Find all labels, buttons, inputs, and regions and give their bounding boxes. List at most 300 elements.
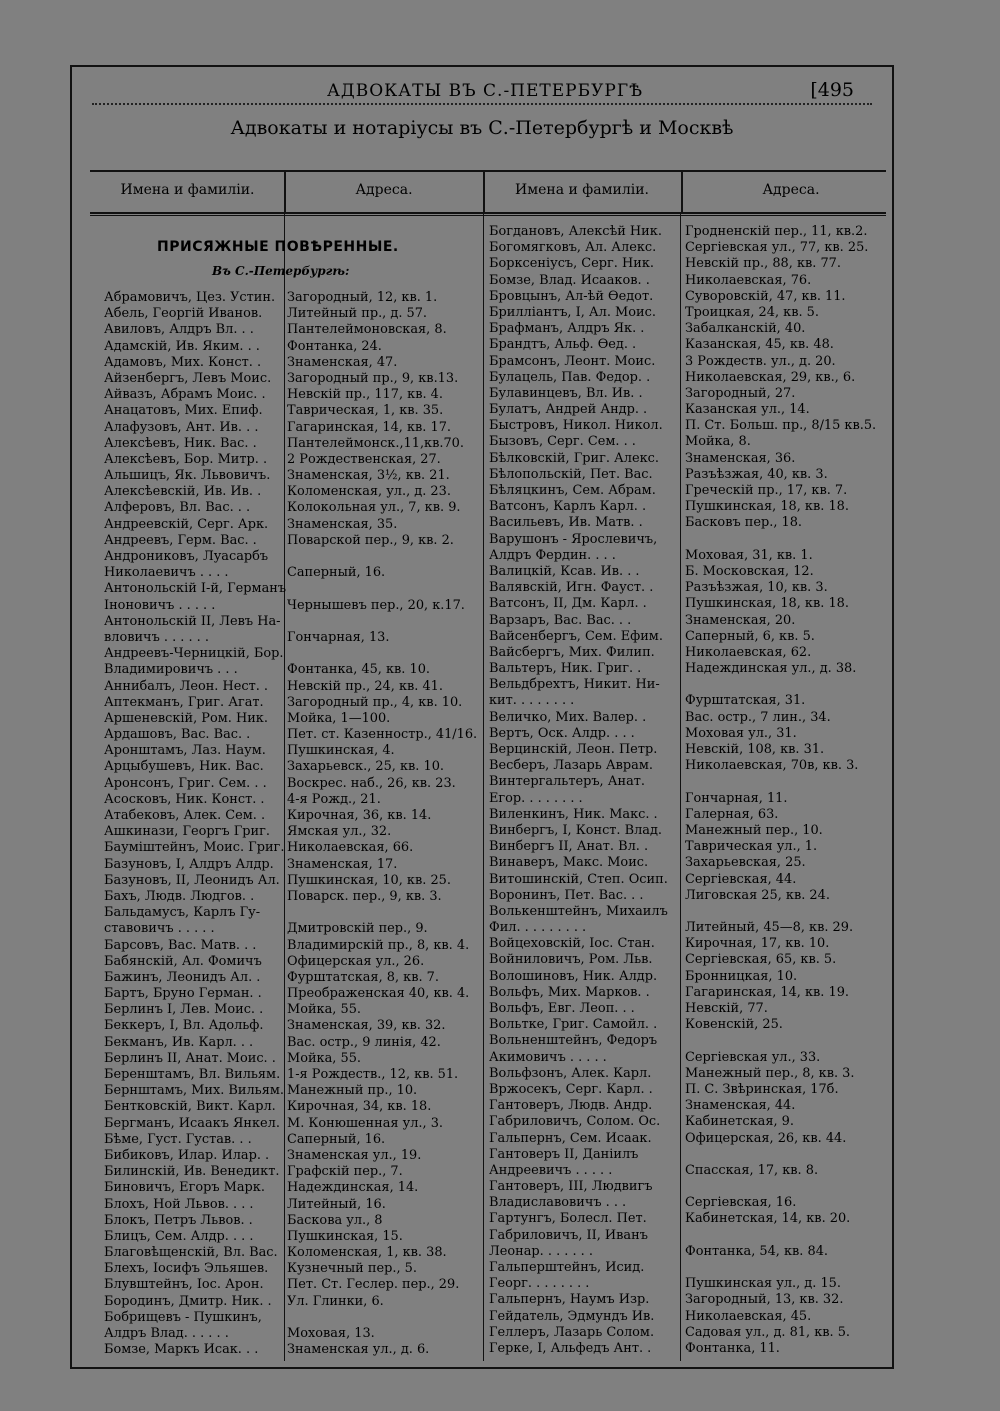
entry-name: Булатъ, Андрей Андр. . [489, 402, 648, 418]
entry-address: Мойка, 1—100. [287, 710, 391, 726]
entry-name: Гальпернъ, Наумъ Изр. [489, 1292, 650, 1308]
entry-address: Знаменская, 3½, кв. 21. [287, 468, 450, 484]
entry-name: Владиславовичъ . . . [489, 1195, 627, 1211]
entry-name: Ардашовъ, Вас. Вас. . [104, 727, 251, 743]
entry-address: П. Ст. Больш. пр., 8/15 кв.5. [685, 418, 877, 434]
entry-address: Троицкая, 24, кв. 5. [685, 304, 819, 320]
directory-entry [104, 581, 484, 597]
entry-name: Брандтъ, Альф. Ѳед. . [489, 337, 637, 353]
entry-name: Вайсбергъ, Мих. Филип. [489, 644, 655, 660]
entry-name: Бородинъ, Дмитр. Ник. . [104, 1293, 272, 1309]
directory-entry [489, 791, 889, 807]
entry-name: Антонольскій I-й, Германъ [104, 581, 287, 597]
directory-entry [489, 758, 889, 774]
entry-name: Блокъ, Петръ Львов. . [104, 1212, 253, 1228]
entry-name: вловичъ . . . . . . [104, 629, 209, 645]
left-entries [104, 290, 484, 1358]
entry-address: Разъѣзжая, 40, кв. 3. [685, 466, 828, 482]
directory-entry [489, 305, 889, 321]
entry-address: Гончарная, 11. [685, 790, 788, 806]
directory-entry [489, 467, 889, 483]
entry-address: Знаменская, 20. [685, 612, 796, 628]
entry-name: Вржосекъ, Серг. Карл. . [489, 1081, 653, 1097]
entry-address: Знаменская ул., 19. [287, 1147, 422, 1163]
col-head-addr-1: Адреса. [355, 182, 413, 198]
entry-name: Гальпернъ, Сем. Исаак. [489, 1130, 652, 1146]
entry-name: Богдановъ, Алексѣй Ник. [489, 224, 662, 239]
directory-entry [104, 792, 484, 808]
entry-address: Б. Московская, 12. [685, 563, 814, 579]
entry-name: Бергманъ, Исаакъ Янкел. [104, 1115, 280, 1131]
entry-name: Весберъ, Лазарь Аврам. [489, 758, 653, 774]
entry-name: Андреевъ-Черницкій, Бор. [104, 646, 284, 662]
entry-name: Абрамовичъ, Цез. Устин. [104, 290, 276, 305]
entry-name: Верцинскій, Леон. Петр. [489, 742, 658, 757]
directory-entry [489, 1276, 889, 1292]
entry-name: Гантоверъ II, Даніилъ [489, 1146, 639, 1162]
entry-address: Коломенская, ул., д. 23. [287, 484, 451, 500]
directory-entry [489, 240, 889, 256]
entry-address: Николаевская, 76. [685, 272, 812, 288]
directory-entry [489, 693, 889, 709]
directory-entry [489, 499, 889, 515]
running-title: АДВОКАТЫ ВЪ С.-ПЕТЕРБУРГѢ [327, 81, 644, 101]
directory-entry [489, 904, 889, 920]
directory-entry [104, 290, 484, 306]
directory-entry [489, 434, 889, 450]
section-title: ПРИСЯЖНЫЕ ПОВѢРЕННЫЕ. [157, 239, 399, 255]
directory-entry [489, 1244, 889, 1260]
entry-address: Кабинетская, 14, кв. 20. [685, 1211, 851, 1227]
col-head-name-2: Имена и фамиліи. [515, 182, 649, 198]
directory-entry [104, 1018, 484, 1034]
entry-address: Моховая, 31, кв. 1. [685, 547, 813, 563]
directory-entry [104, 857, 484, 873]
entry-address: 1-я Рождеств., 12, кв. 51. [287, 1067, 459, 1082]
directory-entry [489, 386, 889, 402]
entry-name: Волькенштейнъ, Михаилъ [489, 903, 668, 919]
directory-entry [489, 289, 889, 305]
entry-address: Пантелеймоновская, 8. [287, 322, 447, 338]
directory-entry [104, 468, 484, 484]
entry-name: Брамсонъ, Леонт. Моис. [489, 353, 656, 369]
entry-name: Васильевъ, Ив. Матв. . [489, 515, 643, 531]
entry-name: Алексѣевъ, Ник. Вас. . [104, 435, 257, 451]
directory-entry [104, 1164, 484, 1180]
directory-entry [104, 1132, 484, 1148]
directory-entry [104, 905, 484, 921]
entry-address: Поварск. пер., 9, кв. 3. [287, 888, 442, 904]
entry-name: Блехъ, Іосифъ Эльяшев. [104, 1261, 269, 1277]
entry-address: Воскрес. наб., 26, кв. 23. [287, 775, 456, 791]
entry-name: Айзенбергъ, Левъ Моис. [104, 370, 272, 386]
entry-name: Валявскій, Игн. Фауст. . [489, 580, 654, 596]
entry-name: Атабековъ, Алек. Сем. . [104, 808, 266, 823]
entry-name: Ватсонъ, II, Дм. Карл. . [489, 596, 647, 612]
entry-address: Знаменская, 17. [287, 856, 398, 872]
directory-entry [104, 598, 484, 614]
directory-entry [104, 1083, 484, 1099]
entry-address: Таврическая, 1, кв. 35. [287, 403, 444, 419]
entry-name: Владимировичъ . . . [104, 662, 238, 678]
entry-name: Бажинъ, Леонидъ Ал. . [104, 969, 261, 985]
directory-entry [489, 354, 889, 370]
entry-name: Гартунгъ, Болесл. Пет. [489, 1211, 647, 1227]
entry-address: Фурштатская, 8, кв. 7. [287, 969, 439, 985]
entry-name: Вольфзонъ, Алек. Карл. [489, 1065, 652, 1081]
ornamental-rule [92, 103, 872, 111]
column-header-row [90, 170, 886, 214]
directory-entry [489, 418, 889, 434]
entry-address: 2 Рождественская, 27. [287, 451, 441, 467]
directory-entry [489, 596, 889, 612]
entry-address: Захарьевская, 25. [685, 855, 806, 871]
col-head-addr-2: Адреса. [762, 182, 820, 198]
directory-entry [104, 306, 484, 322]
entry-address: Николаевская, 45. [685, 1308, 812, 1324]
entry-name: Бомзе, Влад. Исааков. . [489, 272, 650, 288]
entry-address: Надеждинская, 14. [287, 1180, 419, 1196]
entry-address: Дмитровскій пер., 9. [287, 921, 428, 937]
directory-entry [489, 726, 889, 742]
entry-address: 4-я Рожд., 21. [287, 791, 381, 807]
directory-entry [489, 1050, 889, 1066]
entry-name: Богомягковъ, Ал. Алекс. [489, 240, 657, 256]
directory-entry [489, 1001, 889, 1017]
directory-entry [104, 1277, 484, 1293]
directory-entry [489, 661, 889, 677]
directory-entry [489, 920, 889, 936]
entry-name: Гейдатель, Эдмундъ Ив. [489, 1308, 655, 1324]
entry-address: Спасская, 17, кв. 8. [685, 1162, 819, 1178]
entry-address: Знаменская, 35. [287, 516, 398, 532]
directory-entry [104, 954, 484, 970]
directory-entry [489, 774, 889, 790]
entry-name: Бентковскій, Викт. Карл. [104, 1099, 276, 1115]
entry-name: Бекманъ, Ив. Карл. . . [104, 1034, 254, 1050]
entry-address: Разъѣзжая, 10, кв. 3. [685, 580, 828, 596]
directory-entry [489, 613, 889, 629]
entry-address: Сергіевская, 65, кв. 5. [685, 952, 837, 968]
entry-name: Бабянскій, Ал. Фомичъ [104, 953, 262, 969]
directory-entry [104, 824, 484, 840]
directory-entry [104, 743, 484, 759]
entry-address: Казанская ул., 14. [685, 402, 810, 418]
directory-entry [104, 873, 484, 889]
entry-address: М. Конюшенная ул., 3. [287, 1115, 444, 1131]
directory-entry [489, 1033, 889, 1049]
entry-name: Бѣлопольскій, Пет. Вас. [489, 466, 653, 482]
entry-name: Вольненштейнъ, Федоръ [489, 1033, 658, 1049]
entry-address: Фонтанка, 54, кв. 84. [685, 1243, 829, 1259]
entry-name: Базуновъ, II, Леонидъ Ал. [104, 872, 280, 888]
entry-address: Саперный, 6, кв. 5. [685, 628, 815, 644]
directory-entry [489, 337, 889, 353]
entry-name: Адамскій, Ив. Яким. . . [104, 338, 260, 354]
right-entries [489, 224, 889, 1357]
directory-entry [489, 580, 889, 596]
entry-name: Величко, Мих. Валер. . [489, 709, 647, 725]
directory-entry [489, 321, 889, 337]
entry-address: Литейный пр., д. 57. [287, 306, 428, 322]
directory-entry [489, 1195, 889, 1211]
directory-entry [489, 1017, 889, 1033]
entry-address: Знаменская, 36. [685, 450, 796, 466]
entry-name: Бауміштейнъ, Моис. Григ. [104, 840, 285, 856]
entry-address: Гагаринская, 14, кв. 19. [685, 984, 849, 1000]
directory-entry [104, 1310, 484, 1326]
entry-name: Ватсонъ, Карлъ Карл. . [489, 499, 647, 515]
directory-entry [104, 695, 484, 711]
directory-entry [489, 742, 889, 758]
directory-entry [489, 224, 889, 240]
entry-name: Арцыбушевъ, Ник. Вас. [104, 759, 264, 775]
entry-address: Вас. остр., 7 лин., 34. [685, 709, 831, 725]
entry-address: Мойка, 55. [287, 1050, 361, 1066]
directory-entry [489, 888, 889, 904]
directory-entry [104, 371, 484, 387]
directory-entry [104, 889, 484, 905]
entry-address: Знаменская, 39, кв. 32. [287, 1018, 446, 1034]
entry-name: Георг. . . . . . . . [489, 1276, 590, 1292]
directory-entry [489, 1309, 889, 1325]
entry-address: Ул. Глинки, 6. [287, 1293, 384, 1309]
directory-entry [489, 952, 889, 968]
entry-name: Аптекманъ, Григ. Агат. [104, 694, 264, 710]
entry-name: Вайсенбергъ, Сем. Ефим. [489, 628, 663, 644]
directory-entry [489, 1211, 889, 1227]
entry-address: Загородный, 12, кв. 1. [287, 290, 438, 305]
directory-entry [104, 1261, 484, 1277]
entry-name: Бызовъ, Серг. Сем. . . [489, 434, 636, 450]
entry-name: Быстровъ, Никол. Никол. [489, 418, 663, 434]
entry-address: Невскій, 108, кв. 31. [685, 742, 825, 757]
entry-address: Манежный пр., 10. [287, 1083, 418, 1099]
entry-name: Блохъ, Ной Львов. . . . [104, 1196, 254, 1212]
entry-name: Блувштейнъ, Іос. Арон. [104, 1277, 264, 1293]
entry-name: Бомзе, Маркъ Исак. . . [104, 1342, 259, 1358]
directory-entry [104, 1116, 484, 1132]
entry-address: Владимирскій пр., 8, кв. 4. [287, 937, 470, 953]
entry-name: Геллеръ, Лазарь Солом. [489, 1324, 655, 1340]
entry-address: Гагаринская, 14, кв. 17. [287, 419, 451, 435]
directory-entry [489, 629, 889, 645]
col-head-name-1: Имена и фамиліи. [120, 182, 255, 198]
entry-address: Захарьевск., 25, кв. 10. [287, 759, 445, 775]
entry-name: Биновичъ, Егоръ Марк. [104, 1180, 265, 1196]
entry-address: Садовая ул., д. 81, кв. 5. [685, 1324, 851, 1340]
directory-entry [104, 517, 484, 533]
entry-address: Невскій, 77. [685, 1001, 768, 1016]
entry-address: Сергіевская, 16. [685, 1195, 797, 1211]
entry-address: Колокольная ул., 7, кв. 9. [287, 500, 461, 516]
entry-address: Вас. остр., 9 линія, 42. [287, 1034, 441, 1050]
directory-entry [489, 256, 889, 272]
entry-address: Знаменская, 44. [685, 1098, 796, 1114]
entry-name: Валицкій, Ксав. Ив. . . [489, 563, 640, 579]
directory-page [70, 65, 894, 1369]
directory-entry [104, 630, 484, 646]
directory-entry [104, 727, 484, 743]
entry-name: Винбергъ, I, Конст. Влад. [489, 822, 662, 838]
directory-entry [104, 1229, 484, 1245]
entry-address: Забалканскій, 40. [685, 321, 806, 337]
entry-name: ставовичъ . . . . . [104, 921, 215, 937]
entry-name: Бибиковъ, Илар. Илар. . [104, 1147, 270, 1163]
entry-address: Николаевская, 66. [287, 840, 414, 856]
entry-address: Сергіевская ул., 33. [685, 1049, 821, 1065]
entry-name: Бальдамусъ, Карлъ Гу- [104, 905, 261, 921]
directory-entry [104, 420, 484, 436]
entry-address: Кирочная, 36, кв. 14. [287, 808, 432, 823]
entry-name: Брафманъ, Алдръ Як. . [489, 321, 645, 337]
entry-address: Пушкинская, 18, кв. 18. [685, 596, 849, 612]
entry-address: Моховая ул., 31. [685, 725, 797, 741]
entry-name: Винаверъ, Макс. Моис. [489, 855, 649, 871]
entry-name: Блицъ, Сем. Алдр. . . . [104, 1228, 254, 1244]
directory-entry [489, 969, 889, 985]
directory-entry [489, 564, 889, 580]
directory-entry [104, 484, 484, 500]
entry-name: Аршеневскій, Ром. Ник. [104, 710, 268, 726]
entry-address: Кабинетская, 9. [685, 1114, 794, 1130]
page-number: [495 [810, 79, 854, 101]
entry-name: Алафузовъ, Ант. Ив. . . [104, 419, 259, 435]
entry-name: Андреевскій, Серг. Арк. [104, 516, 269, 532]
entry-name: Виленкинъ, Ник. Макс. . [489, 806, 658, 822]
directory-entry [489, 1228, 889, 1244]
entry-address: Суворовскій, 47, кв. 11. [685, 288, 846, 304]
directory-entry [489, 532, 889, 548]
entry-name: Берлинъ I, Лев. Моис. . [104, 1002, 264, 1018]
entry-name: Борксеніусъ, Серг. Ник. [489, 256, 654, 272]
entry-name: Гальперштейнъ, Исид. [489, 1260, 645, 1275]
entry-address: Басковъ пер., 18. [685, 515, 803, 531]
directory-entry [489, 855, 889, 871]
entry-address: Пушкинская, 4. [287, 743, 395, 759]
entry-name: Беренштамъ, Вл. Вильям. [104, 1067, 281, 1082]
directory-entry [489, 1082, 889, 1098]
entry-address: Гончарная, 13. [287, 629, 390, 645]
entry-address: Надеждинская ул., д. 38. [685, 661, 857, 677]
double-rule [90, 215, 886, 216]
entry-name: Бернштамъ, Мих. Вильям. [104, 1083, 284, 1099]
directory-entry [489, 1341, 889, 1357]
entry-address: Бронницкая, 10. [685, 968, 798, 984]
entry-address: Мойка, 55. [287, 1002, 361, 1018]
directory-entry [489, 483, 889, 499]
page-heading: Адвокаты и нотаріусы въ С.-Петербургѣ и Москвѣ [230, 117, 734, 139]
entry-name: Андрониковъ, Луасарбъ [104, 549, 269, 564]
entry-address: Невскій пр., 117, кв. 4. [287, 387, 443, 403]
directory-entry [104, 662, 484, 678]
entry-address: Гродненскій пер., 11, кв.2. [685, 224, 868, 239]
entry-name: Анацатовъ, Мих. Епиф. [104, 403, 263, 419]
directory-entry [104, 1245, 484, 1261]
directory-entry [104, 500, 484, 516]
directory-entry [489, 872, 889, 888]
entry-name: Витошинскій, Степ. Осип. [489, 871, 668, 887]
directory-entry [104, 711, 484, 727]
entry-name: Варушонъ - Ярослевичъ, [489, 531, 658, 547]
entry-name: кит. . . . . . . . [489, 693, 575, 709]
entry-name: Фил. . . . . . . . . [489, 920, 587, 936]
directory-entry [104, 759, 484, 775]
directory-entry [489, 1066, 889, 1082]
entry-name: Аронштамъ, Лаз. Наум. [104, 743, 266, 759]
directory-entry [489, 1325, 889, 1341]
entry-name: Вельдбрехтъ, Никит. Ни- [489, 677, 660, 693]
directory-entry [489, 548, 889, 564]
directory-entry [104, 1148, 484, 1164]
entry-name: Ашкинази, Георгъ Григ. [104, 824, 270, 840]
entry-name: Адамовъ, Мих. Конст. . [104, 354, 262, 370]
entry-address: Сергіевская, 44. [685, 871, 797, 887]
entry-address: Ямская ул., 32. [287, 824, 392, 840]
entry-name: Благовѣщенскій, Вл. Вас. [104, 1245, 278, 1261]
directory-entry [104, 452, 484, 468]
entry-address: Коломенская, 1, кв. 38. [287, 1245, 447, 1261]
entry-address: Фонтанка, 24. [287, 338, 382, 354]
entry-address: Пет. ст. Казенностр., 41/16. [287, 727, 478, 743]
entry-name: Воронинъ, Пет. Вас. . . [489, 887, 644, 903]
entry-name: Вольтке, Григ. Самойл. . [489, 1017, 658, 1033]
entry-address: Николаевская, 70в, кв. 3. [685, 758, 859, 774]
entry-address: Офицерская ул., 26. [287, 953, 425, 969]
entry-name: Бѣлковскій, Григ. Алекс. [489, 450, 659, 466]
entry-address: Фонтанка, 45, кв. 10. [287, 662, 431, 678]
directory-entry [104, 970, 484, 986]
directory-entry [489, 1179, 889, 1195]
directory-entry [104, 355, 484, 371]
entry-address: Поварской пер., 9, кв. 2. [287, 532, 454, 548]
entry-name: Алдръ Влад. . . . . . [104, 1326, 229, 1341]
entry-name: Аронсонъ, Григ. Сем. . . [104, 775, 267, 791]
entry-name: Брилліантъ, I, Ал. Моис. [489, 304, 656, 320]
entry-name: Берлинъ II, Анат. Моис. . [104, 1050, 276, 1066]
entry-address: Галерная, 63. [685, 806, 779, 822]
entry-name: Герке, I, Альфедъ Ант. . [489, 1340, 652, 1356]
entry-name: Асосковъ, Ник. Конст. . [104, 791, 265, 807]
directory-entry [104, 1197, 484, 1213]
entry-address: Пушкинская, 10, кв. 25. [287, 872, 451, 888]
entry-address: Николаевская, 62. [685, 644, 812, 660]
directory-entry [489, 1098, 889, 1114]
entry-name: Булацель, Пав. Федор. . [489, 369, 651, 385]
entry-address: Пушкинская, 15. [287, 1228, 403, 1244]
entry-address: Пушкинская ул., д. 15. [685, 1276, 841, 1292]
entry-name: Войцеховскій, Іос. Стан. [489, 936, 655, 952]
entry-name: Іноновичъ . . . . . [104, 597, 216, 613]
directory-entry [104, 1342, 484, 1358]
entry-name: Андреевъ, Герм. Вас. . [104, 532, 257, 548]
directory-entry [489, 710, 889, 726]
directory-entry [489, 515, 889, 531]
directory-entry [104, 1180, 484, 1196]
entry-address: Чернышевъ пер., 20, к.17. [287, 597, 465, 613]
entry-name: Акимовичъ . . . . . [489, 1049, 607, 1065]
entry-address: Николаевская, 29, кв., 6. [685, 369, 856, 385]
directory-entry [489, 807, 889, 823]
entry-address: Кузнечный пер., 5. [287, 1261, 417, 1277]
entry-address: Манежный пер., 8, кв. 3. [685, 1065, 855, 1081]
entry-address: Литейный, 45—8, кв. 29. [685, 920, 854, 936]
directory-entry [489, 936, 889, 952]
directory-entry [104, 986, 484, 1002]
entry-address: Моховая, 13. [287, 1326, 375, 1341]
directory-entry [104, 1035, 484, 1051]
entry-address: Знаменская ул., д. 6. [287, 1342, 430, 1358]
